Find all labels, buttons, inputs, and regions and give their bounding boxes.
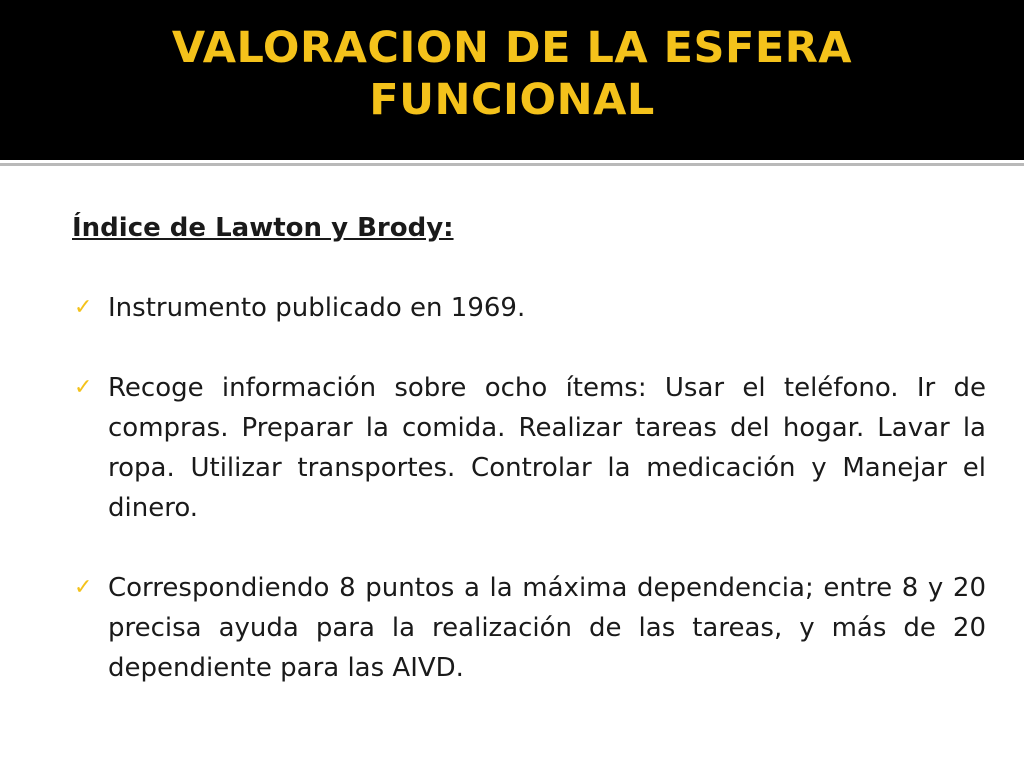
check-icon: ✓: [74, 295, 93, 320]
section-heading: Índice de Lawton y Brody:: [72, 213, 454, 243]
bullet-item: [72, 288, 986, 328]
bullet-item: [72, 368, 986, 528]
bullet-text: Correspondiendo 8 puntos a la máxima dependencia; entre 8 y 20 precisa ayuda para la realización de las tareas, y más de 20 dependiente para las AIVD.: [108, 573, 986, 683]
bullet-text: Recoge información sobre ocho ítems: Usar el teléfono. Ir de compras. Preparar la comida. Realizar tareas del hogar. Lavar la ropa. Utilizar transportes. Controlar la medicación y Manejar el dinero.: [108, 373, 986, 523]
slide-content: [72, 208, 986, 728]
check-icon: ✓: [74, 375, 93, 400]
title-divider: [0, 163, 1024, 166]
bullet-text: Instrumento publicado en 1969.: [108, 293, 526, 323]
slide-title-line-1: VALORACION DE LA ESFERA: [171, 23, 853, 73]
check-icon: ✓: [74, 575, 93, 600]
bullet-item: [72, 568, 986, 688]
slide-title: [0, 22, 1024, 126]
slide-title-line-2: FUNCIONAL: [369, 75, 655, 125]
bullet-list: [72, 288, 986, 688]
